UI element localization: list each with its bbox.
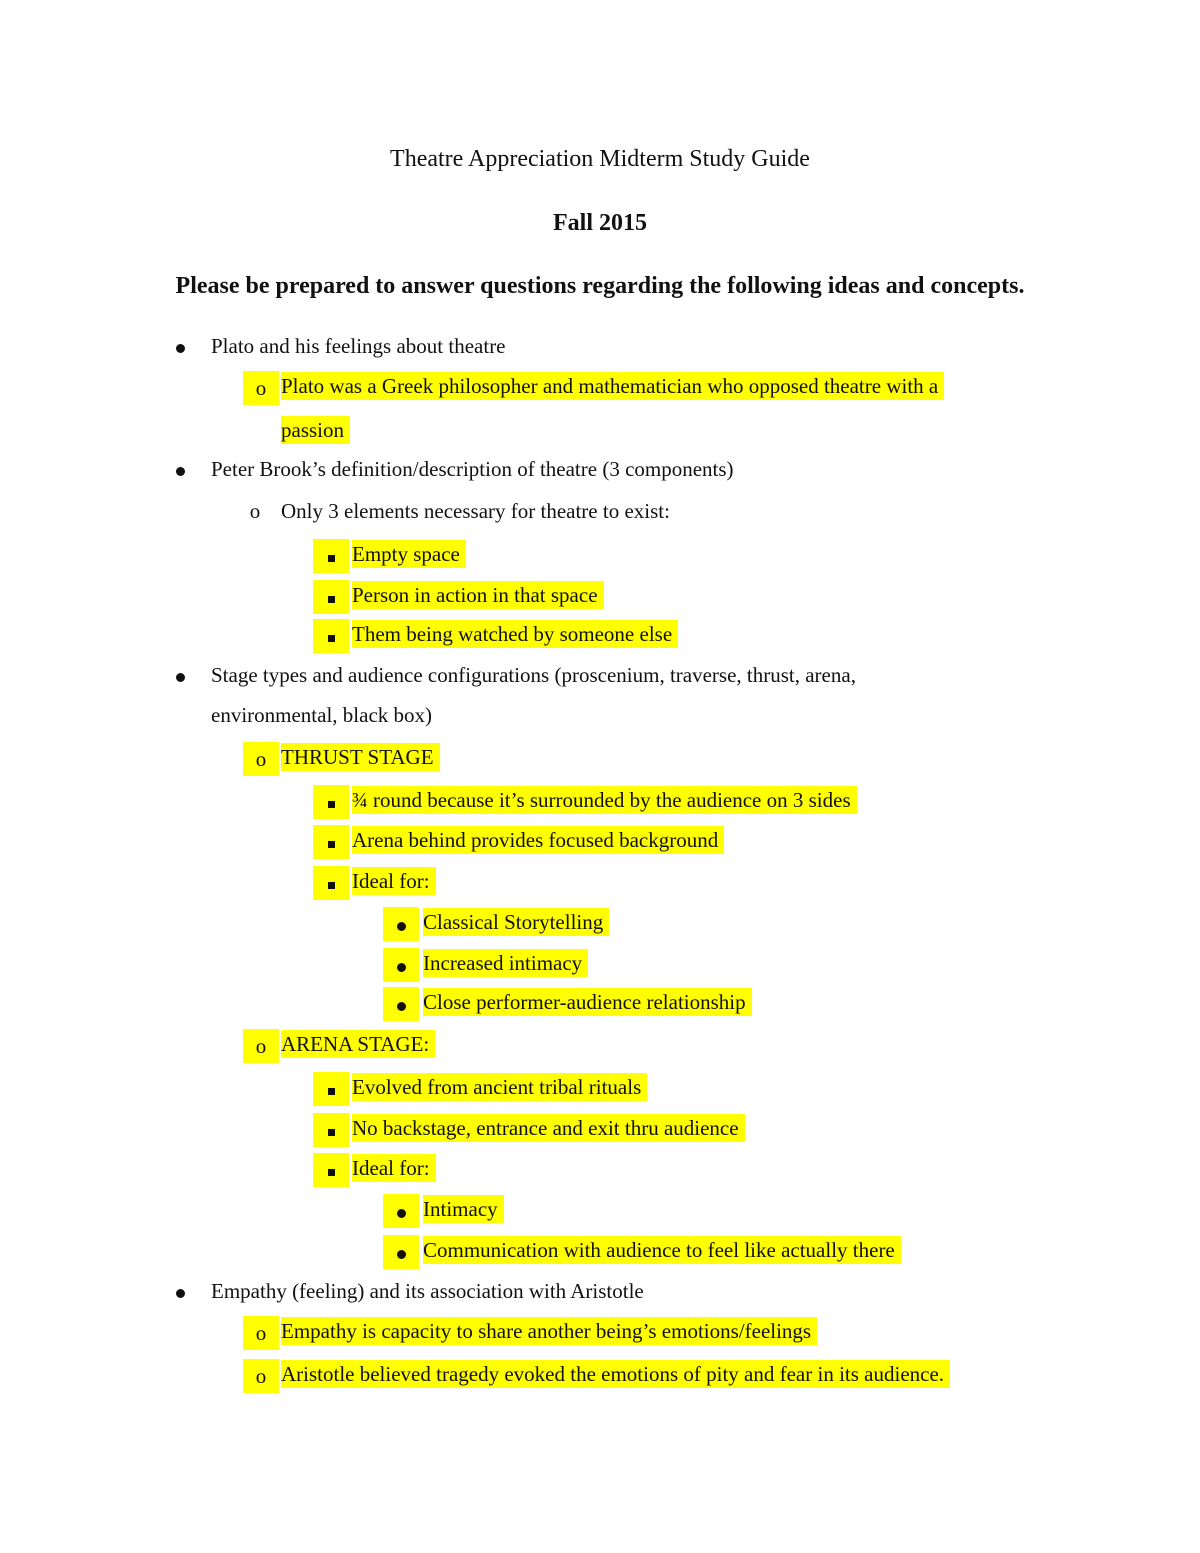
thrust-point: Arena behind provides focused background xyxy=(352,826,724,854)
bullet-hollow-icon: o xyxy=(249,499,261,523)
bullet-square-icon xyxy=(313,1072,349,1106)
list-item-empathy: Empathy (feeling) and its association with Aristotle xyxy=(211,1279,644,1303)
list-item-stages-line1: Stage types and audience configurations (proscenium, traverse, thrust, arena, xyxy=(211,663,856,687)
bullet-square-icon xyxy=(313,580,349,614)
brook-element: Them being watched by someone else xyxy=(352,620,678,648)
thrust-point: ¾ round because it’s surrounded by the audience on 3 sides xyxy=(352,786,857,814)
document-instructions: Please be prepared to answer questions regarding the following ideas and concepts. xyxy=(175,273,1025,299)
bullet-disc-icon xyxy=(383,948,419,982)
bullet-hollow-icon: o xyxy=(243,371,279,405)
bullet-hollow-icon: o xyxy=(243,742,279,776)
empathy-note: Empathy is capacity to share another being’s emotions/feelings xyxy=(281,1317,817,1345)
arena-point: No backstage, entrance and exit thru audience xyxy=(352,1114,745,1142)
document-title: Theatre Appreciation Midterm Study Guide xyxy=(390,146,810,172)
bullet-disc-icon xyxy=(168,331,192,361)
bullet-square-icon xyxy=(313,1113,349,1147)
bullet-square-icon xyxy=(313,1153,349,1187)
thrust-ideal: Classical Storytelling xyxy=(423,908,609,936)
bullet-square-icon xyxy=(313,825,349,859)
arena-stage-heading: ARENA STAGE: xyxy=(281,1030,435,1058)
thrust-stage-heading: THRUST STAGE xyxy=(281,743,440,771)
plato-note-line1: Plato was a Greek philosopher and mathematician who opposed theatre with a xyxy=(281,372,944,400)
bullet-hollow-icon: o xyxy=(243,1359,279,1393)
list-item-plato: Plato and his feelings about theatre xyxy=(211,334,506,358)
bullet-square-icon xyxy=(313,785,349,819)
bullet-square-icon xyxy=(313,539,349,573)
list-item-brook: Peter Brook’s definition/description of theatre (3 components) xyxy=(211,457,734,481)
brook-sub-item: Only 3 elements necessary for theatre to exist: xyxy=(281,499,670,523)
document-term: Fall 2015 xyxy=(553,210,647,236)
brook-element: Empty space xyxy=(352,540,466,568)
bullet-disc-icon xyxy=(168,660,192,690)
bullet-hollow-icon: o xyxy=(243,1029,279,1063)
thrust-ideal: Close performer-audience relationship xyxy=(423,988,752,1016)
bullet-disc-icon xyxy=(168,1276,192,1306)
thrust-ideal: Increased intimacy xyxy=(423,949,588,977)
empathy-note: Aristotle believed tragedy evoked the emotions of pity and fear in its audience. xyxy=(281,1360,950,1388)
brook-element: Person in action in that space xyxy=(352,581,604,609)
bullet-disc-icon xyxy=(383,1235,419,1269)
list-item-stages-line2: environmental, black box) xyxy=(211,703,433,727)
bullet-disc-icon xyxy=(168,454,192,484)
arena-ideal: Intimacy xyxy=(423,1195,504,1223)
bullet-disc-icon xyxy=(383,987,419,1021)
arena-point: Ideal for: xyxy=(352,1154,436,1182)
arena-ideal: Communication with audience to feel like actually there xyxy=(423,1236,901,1264)
bullet-square-icon xyxy=(313,866,349,900)
plato-note-line2: passion xyxy=(281,416,350,444)
bullet-disc-icon xyxy=(383,1194,419,1228)
bullet-hollow-icon: o xyxy=(243,1316,279,1350)
bullet-disc-icon xyxy=(383,907,419,941)
arena-point: Evolved from ancient tribal rituals xyxy=(352,1073,647,1101)
bullet-square-icon xyxy=(313,619,349,653)
thrust-point: Ideal for: xyxy=(352,867,436,895)
